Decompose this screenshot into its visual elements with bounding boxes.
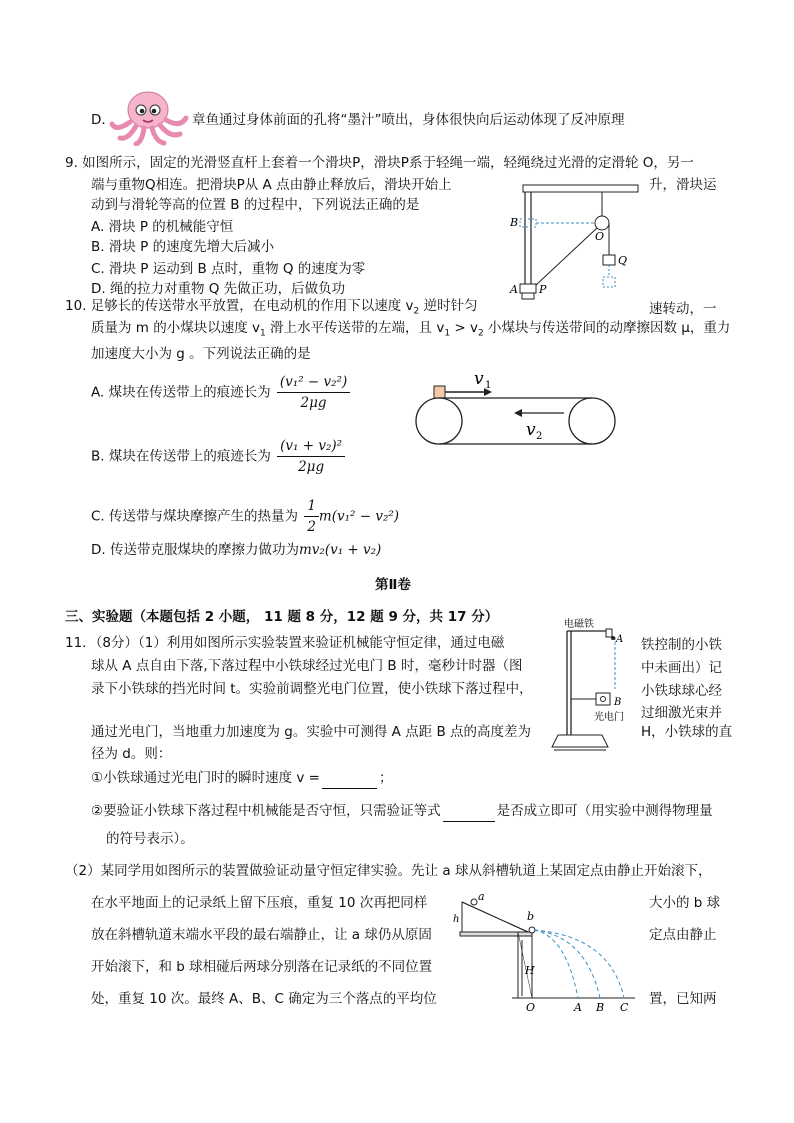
q10-option-c: C. 传送带与煤块摩擦产生的热量为 $\frac{1}{2}$ m(v₁² − v₂²) (91, 498, 400, 535)
q10-line-2: 质量为 m 的小煤块以速度 $v_1$ 滑上水平传送带的左端，且 $v_1 > v_2$ 小煤块与传送带间的动摩擦因数 μ，重力 (91, 320, 731, 339)
q10-option-b: B. 煤块在传送带上的痕迹长为 $\frac{\text{(v₁ + v₂)²}}{2\mu g}$ (91, 436, 345, 477)
v1-label: v (474, 369, 484, 389)
v2-label: v (526, 420, 536, 440)
label-o: O (595, 230, 605, 243)
label-q: Q (618, 254, 628, 267)
label-a-ball: a (478, 890, 485, 903)
q11-line-4b: 过细激光束并 (641, 705, 722, 721)
q11b-line-3: 放在斜槽轨道末端水平段的最右端静止，让 a 球仍从原固 (91, 927, 432, 943)
q11-sub-2c: 的符号表示）。 (106, 831, 194, 847)
q11-line-2b: 中未画出）记 (641, 660, 722, 676)
q11-line-2: 球从 A 点自由下落,下落过程中小铁球经过光电门 B 时，毫秒计时器（图 (91, 658, 523, 674)
q10-option-a: A. 煤块在传送带上的痕迹长为 $\frac{\text{(v₁² − v₂²)}}{2\mu g}$ (91, 372, 350, 413)
q11b-line-5: 处，重复 10 次。最终 A、B、C 确定为三个落点的平均位 (91, 991, 437, 1007)
q9-line-1: 9. 如图所示，固定的光滑竖直杆上套着一个滑块P，滑块P系于轻绳一端，轻绳绕过光滑的定滑轮 O，另一 (65, 155, 694, 171)
label-b-point: B (596, 1001, 605, 1014)
magnet-label: 电磁铁 (564, 619, 594, 630)
label-a: A (510, 283, 518, 296)
label-b: B (614, 697, 622, 708)
q11b-line-2b: 大小的 b 球 (649, 895, 721, 911)
label-h-height: H (525, 964, 535, 977)
answer-blank-1[interactable] (322, 768, 377, 789)
q9-line-2b: 升，滑块运 (649, 177, 717, 193)
q11b-line-2: 在水平地面上的记录纸上留下压痕，重复 10 次再把同样 (91, 895, 428, 911)
q9-line-3: 动到与滑轮等高的位置 B 的过程中，下列说法正确的是 (91, 197, 420, 213)
q9-option-d: D. 绳的拉力对重物 Q 先做正功，后做负功 (91, 281, 346, 297)
q11-sub-1: ①小铁球通过光电门时的瞬时速度 v = ； (91, 768, 393, 789)
section-title: 第Ⅱ卷 (375, 577, 411, 593)
pulley-diagram (505, 183, 640, 303)
q11-line-1: 11．（8分）（1）利用如图所示实验装置来验证机械能守恒定律，通过电磁 (65, 635, 505, 651)
q11b-line-1: （2）某同学用如图所示的装置做验证动量守恒定律实验。先让 a 球从斜槽轨道上某固定点由静止开始滚下， (65, 863, 712, 879)
q9-option-a: A. 滑块 P 的机械能守恒 (91, 219, 234, 235)
q11-line-3: 录下小铁球的挡光时间 t。实验前调整光电门位置，使小铁球下落过程中， (91, 681, 533, 697)
label-o: O (526, 1001, 536, 1014)
v1-sub: 1 (485, 380, 492, 391)
q11-line-5b: H，小铁球的直 (641, 724, 733, 740)
octopus-icon (108, 88, 190, 146)
label-p: P (539, 283, 547, 296)
label-b-ball: b (527, 910, 535, 923)
q9-line-2: 端与重物Q相连。把滑块P从 A 点由静止释放后，滑块开始上 (91, 177, 452, 193)
q10-line-1: 10. 足够长的传送带水平放置，在电动机的作用下以速度 $v_2$ 逆时针匀 (65, 298, 478, 317)
label-b: B (510, 216, 519, 229)
q11b-line-5b: 置，已知两 (649, 991, 717, 1007)
photogate-apparatus-diagram (540, 617, 640, 752)
conveyor-belt-diagram (412, 366, 622, 448)
q11-line-6: 径为 d。则： (91, 746, 172, 762)
q11b-line-4: 开始滚下，和 b 球相碰后两球分别落在记录纸的不同位置 (91, 959, 433, 975)
q10-line-3: 加速度大小为 g 。下列说法正确的是 (91, 346, 311, 362)
option-d-text: 章鱼通过身体前面的孔将“墨汁”喷出，身体很快向后运动体现了反冲原理 (192, 112, 625, 128)
q11b-line-3b: 定点由静止 (649, 927, 717, 943)
label-a-point: A (574, 1001, 582, 1014)
q10-option-d: D. 传送带克服煤块的摩擦力做功为mv₂(v₁ + v₂) (91, 542, 382, 558)
q11-sub-2: ②要验证小铁球下落过程中机械能是否守恒，只需验证等式 是否成立即可（用实验中测得物理量 (91, 801, 713, 822)
label-h: h (453, 914, 460, 925)
label-a: A (616, 634, 624, 645)
answer-blank-2[interactable] (443, 801, 495, 822)
section-heading: 三、实验题（本题包括 2 小题， 11 题 8 分，12 题 9 分，共 17 分） (65, 609, 499, 625)
q11-line-5: 通过光电门，当地重力加速度为 g。实验中可测得 A 点距 B 点的高度差为 (91, 724, 532, 740)
q11-line-3b: 小铁球球心经 (641, 683, 722, 699)
q11-line-1b: 铁控制的小铁 (641, 637, 722, 653)
momentum-apparatus-diagram (450, 890, 640, 1014)
v2-sub: 2 (536, 431, 543, 442)
label-c-point: C (620, 1001, 629, 1014)
photogate-label: 光电门 (594, 712, 624, 723)
option-d-label: D. (91, 112, 106, 128)
q10-line-1c: 速转动，一 (649, 301, 717, 317)
q9-option-b: B. 滑块 P 的速度先增大后减小 (91, 239, 275, 255)
q9-option-c: C. 滑块 P 运动到 B 点时，重物 Q 的速度为零 (91, 261, 366, 277)
